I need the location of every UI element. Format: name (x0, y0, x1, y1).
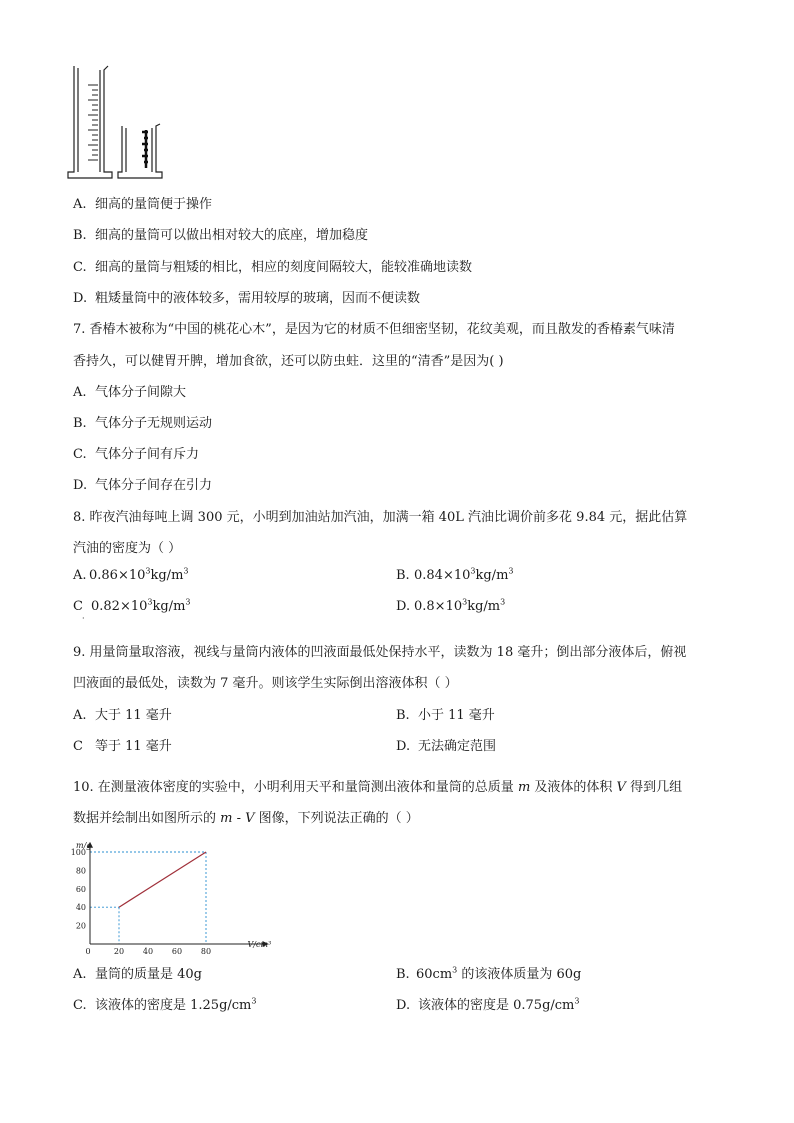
q10-option-c-text: 该液体的密度是 1.25g/cm (95, 998, 252, 1013)
q9-option-c[interactable] (73, 735, 172, 754)
q10-option-a-label: A. (73, 967, 87, 982)
x-tick-label: 20 (113, 947, 125, 954)
q8-option-d-value: 0.8×10 (414, 599, 463, 614)
q9-option-a-label: A. (73, 708, 87, 723)
q8-option-d-exp: 3 (462, 597, 468, 607)
q6-option-b-text: 细高的量筒可以做出相对较大的底座，增加稳度 (95, 228, 369, 243)
q9-option-d-text: 无法确定范围 (418, 739, 497, 754)
tall-cylinder (68, 66, 112, 178)
q6-option-d-text: 粗矮量筒中的液体较多，需用较厚的玻璃，因而不便读数 (95, 291, 421, 306)
q8-option-a-unit: kg/m (150, 568, 184, 583)
x-tick-label: 60 (171, 947, 183, 954)
q10-var-v: V (616, 780, 626, 795)
stray-dot: · (82, 614, 85, 623)
q6-option-b-label: B. (73, 228, 87, 243)
q8-option-d-label: D. (396, 599, 411, 614)
q8-option-b-unit: kg/m (475, 568, 509, 583)
q10-line2-a: 数据并绘制出如图所示的 (73, 811, 221, 826)
q6-option-d[interactable] (73, 287, 420, 306)
q10-option-d[interactable] (396, 994, 579, 1013)
q8-option-c[interactable] (73, 599, 190, 614)
q8-option-a-value: 0.86×10 (89, 568, 146, 583)
q7-stem-line2: 香持久，可以健胃开脾，增加食欲，还可以防虫蛀．这里的“清香”是因为( ) (73, 354, 504, 369)
q10-stem-line2 (73, 807, 419, 826)
q10-option-a-text: 量筒的质量是 40g (95, 967, 202, 982)
q7-option-b-text: 气体分子无规则运动 (95, 416, 213, 431)
chart-guide-lines (90, 852, 206, 944)
m-v-chart (64, 838, 284, 954)
chart-tick-labels (71, 848, 211, 954)
q7-option-b[interactable] (73, 412, 212, 431)
q10-stem-line1 (73, 776, 682, 795)
q9-option-b-text: 小于 11 毫升 (418, 708, 495, 723)
q10-option-d-text: 该液体的密度是 0.75g/cm (418, 998, 575, 1013)
q7-option-d[interactable] (73, 474, 212, 493)
q7-option-a[interactable] (73, 381, 186, 400)
cylinders-figure (66, 60, 166, 185)
q8-option-b-label: B. (396, 568, 410, 583)
q6-option-c-text: 细高的量筒与粗矮的相比，相应的刻度间隔较大，能较准确地读数 (95, 260, 473, 275)
q10-option-d-sup: 3 (574, 996, 580, 1006)
short-cylinder (118, 124, 162, 178)
q8-option-a[interactable] (73, 568, 188, 583)
q10-option-c-sup: 3 (251, 996, 257, 1006)
q8-option-b-exp: 3 (470, 566, 476, 576)
q8-option-d-unit: kg/m (467, 599, 501, 614)
q7-option-c-label: C. (73, 447, 87, 462)
y-tick-label: 60 (75, 884, 86, 894)
q10-option-a[interactable] (73, 963, 202, 982)
y-tick-label: 40 (75, 903, 86, 913)
q8-option-a-exp: 3 (145, 566, 151, 576)
q10-option-c[interactable] (73, 994, 256, 1013)
q10-option-b-text-a: 60cm (416, 967, 453, 982)
q10-option-d-label: D. (396, 998, 411, 1013)
q9-option-b[interactable] (396, 704, 495, 723)
q9-option-d[interactable] (396, 735, 496, 754)
chart-series (119, 852, 206, 907)
q8-option-c-label: C (73, 599, 83, 614)
y-tick-label: 20 (75, 921, 86, 931)
q7-option-c[interactable] (73, 443, 199, 462)
q8-option-b-unit-exp: 3 (508, 566, 514, 576)
x-tick-label: 40 (142, 947, 154, 954)
q6-option-c[interactable] (73, 256, 472, 275)
q8-option-c-exp: 3 (147, 597, 153, 607)
q9-option-a-text: 大于 11 毫升 (95, 708, 172, 723)
q9-option-a[interactable] (73, 704, 172, 723)
q8-option-b-value: 0.84×10 (414, 568, 471, 583)
y-axis-label: m/g (76, 841, 92, 850)
q9-option-c-text: 等于 11 毫升 (95, 739, 172, 754)
y-tick-label: 80 (75, 866, 86, 876)
q7-option-b-label: B. (73, 416, 87, 431)
q6-option-c-label: C. (73, 260, 87, 275)
q6-option-d-label: D. (73, 291, 88, 306)
q8-option-b[interactable] (396, 568, 513, 583)
y-tick-label: 100 (70, 848, 86, 857)
q7-option-d-label: D. (73, 478, 88, 493)
q10-line1-c: 得到几组 (625, 780, 683, 795)
q10-option-c-label: C. (73, 998, 87, 1013)
q6-option-a[interactable] (73, 193, 212, 212)
x-tick-label: 0 (85, 947, 91, 954)
q9-stem-line1: 9. 用量筒量取溶液，视线与量筒内液体的凹液面最低处保持水平，读数为 18 毫升；倒出部分液体后，俯视 (73, 645, 687, 660)
q7-option-d-text: 气体分子间存在引力 (95, 478, 213, 493)
series-line (119, 852, 206, 907)
q7-option-a-label: A. (73, 385, 87, 400)
q8-option-a-label: A. (73, 568, 87, 583)
q10-var-m: m (517, 780, 531, 795)
short-cylinder-scale (142, 130, 148, 168)
q10-option-b-label: B. (396, 967, 410, 982)
q7-option-c-text: 气体分子间有斥力 (95, 447, 200, 462)
q8-option-c-unit: kg/m (152, 599, 186, 614)
q8-option-c-unit-exp: 3 (185, 597, 191, 607)
q7-option-a-text: 气体分子间隙大 (95, 385, 187, 400)
q9-option-b-label: B. (396, 708, 410, 723)
q10-mv-label: m - V (220, 811, 255, 826)
q6-option-b[interactable] (73, 224, 368, 243)
x-tick-label: 80 (200, 947, 212, 954)
q10-option-b[interactable] (396, 963, 581, 982)
q10-option-b-text-b: 的该液体质量为 60g (457, 967, 582, 982)
tall-cylinder-scale (88, 85, 98, 160)
x-axis-label: V/cm³ (247, 940, 272, 949)
q10-line2-b: 图像，下列说法正确的（ ） (254, 811, 419, 826)
q9-stem-line2: 凹液面的最低处，读数为 7 毫升。则该学生实际倒出溶液体积（ ） (73, 676, 458, 691)
q9-option-d-label: D. (396, 739, 411, 754)
q7-stem-line1: 7. 香椿木被称为“中国的桃花心木”，是因为它的材质不但细密坚韧，花纹美观，而且散发的香椿素气味清 (73, 322, 675, 337)
q8-option-d[interactable] (396, 599, 505, 614)
q8-option-a-unit-exp: 3 (183, 566, 189, 576)
q8-option-c-value: 0.82×10 (91, 599, 148, 614)
q10-option-b-sup: 3 (452, 965, 458, 975)
q6-option-a-label: A. (73, 197, 87, 212)
q10-line1-b: 及液体的体积 (530, 780, 617, 795)
q10-line1-a: 10. 在测量液体密度的实验中，小明利用天平和量筒测出液体和量筒的总质量 (73, 780, 518, 795)
q8-option-d-unit-exp: 3 (500, 597, 506, 607)
q9-option-c-label: C (73, 739, 83, 754)
q8-stem-line1: 8. 昨夜汽油每吨上调 300 元，小明到加油站加汽油，加满一箱 40L 汽油比调价前多花 9.84 元，据此估算 (73, 510, 688, 525)
q6-option-a-text: 细高的量筒便于操作 (95, 197, 213, 212)
q8-stem-line2: 汽油的密度为（ ） (73, 541, 182, 556)
